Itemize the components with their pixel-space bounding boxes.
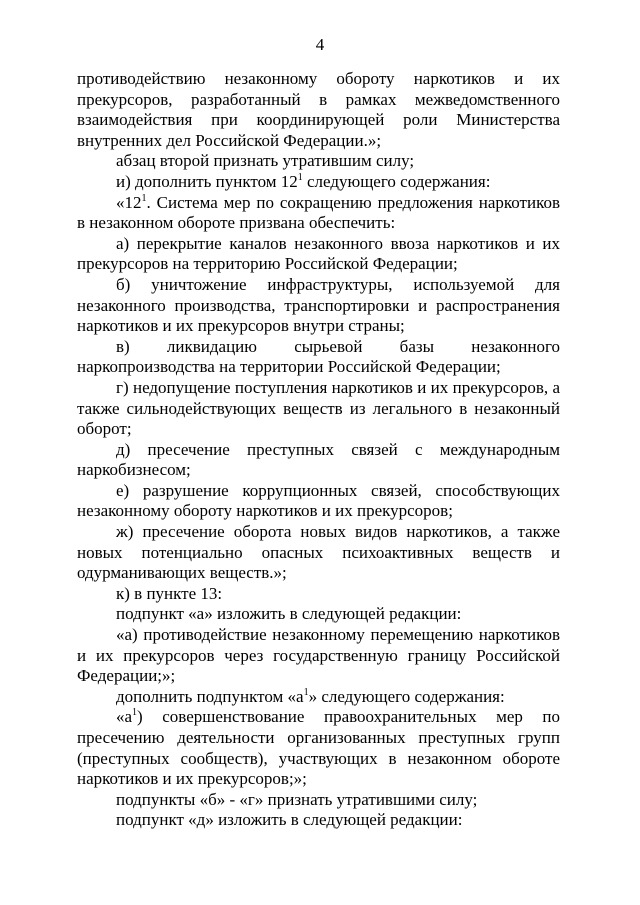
paragraph-1 bbox=[77, 151, 560, 172]
paragraph-15 bbox=[77, 707, 560, 789]
paragraph-text: к) в пункте 13: bbox=[116, 583, 223, 603]
paragraph-text: «12 bbox=[116, 192, 142, 212]
paragraph-text: а) перекрытие каналов незаконного ввоза наркотиков и их прекурсоров на территорию Российской Федерации; bbox=[77, 233, 560, 274]
document-body bbox=[77, 69, 560, 831]
paragraph-text: ж) пресечение оборота новых видов наркотиков, а также новых потенциально опасных психоактивных веществ и одурманивающих веществ.»; bbox=[77, 522, 560, 583]
paragraph-8 bbox=[77, 440, 560, 481]
paragraph-9 bbox=[77, 481, 560, 522]
paragraph-text: в) ликвидацию сырьевой базы незаконного наркопроизводства на территории Российской Федерации; bbox=[77, 336, 560, 377]
superscript: 1 bbox=[132, 707, 138, 719]
paragraph-2 bbox=[77, 172, 560, 193]
paragraph-text: г) недопущение поступления наркотиков и их прекурсоров, а также сильнодействующих веществ из легального в незаконный оборот; bbox=[77, 377, 560, 439]
paragraph-text: д) пресечение преступных связей с международным наркобизнесом; bbox=[77, 439, 560, 480]
paragraph-5 bbox=[77, 275, 560, 337]
paragraph-14 bbox=[77, 687, 560, 708]
paragraph-12 bbox=[77, 604, 560, 625]
page-number: 4 bbox=[315, 35, 325, 54]
superscript: 1 bbox=[303, 686, 309, 698]
paragraph-text: «а bbox=[116, 707, 133, 727]
paragraph-text: подпункты «б» - «г» признать утратившими силу; bbox=[116, 789, 478, 809]
paragraph-17 bbox=[77, 810, 560, 831]
paragraph-text: е) разрушение коррупционных связей, способствующих незаконному обороту наркотиков и их прекурсоров; bbox=[77, 480, 560, 521]
paragraph-10 bbox=[77, 522, 560, 584]
paragraph-text: «а) противодействие незаконному перемещению наркотиков и их прекурсоров через государственную границу Российской Федерации;»; bbox=[77, 625, 560, 686]
paragraph-7 bbox=[77, 378, 560, 440]
paragraph-3 bbox=[77, 193, 560, 234]
paragraph-text: подпункт «а» изложить в следующей редакции: bbox=[116, 604, 462, 624]
paragraph-text: противодействию незаконному обороту наркотиков и их прекурсоров, разработанный в рамках межведомственного взаимодействия при координирующей роли Министерства внутренних дел Российской Федерации.»; bbox=[77, 69, 560, 150]
paragraph-text-after: ) совершенствование правоохранительных мер по пресечению деятельности организованных преступных групп (преступных сообществ), участвующих в незаконном обороте наркотиков и их прекурсоров;»; bbox=[77, 707, 560, 789]
paragraph-text: абзац второй признать утратившим силу; bbox=[116, 151, 415, 171]
paragraph-text: подпункт «д» изложить в следующей редакции: bbox=[116, 810, 463, 830]
paragraph-text: дополнить подпунктом «а bbox=[116, 686, 304, 706]
paragraph-11 bbox=[77, 584, 560, 605]
paragraph-6 bbox=[77, 337, 560, 378]
paragraph-13 bbox=[77, 625, 560, 687]
paragraph-16 bbox=[77, 790, 560, 811]
superscript: 1 bbox=[141, 192, 147, 204]
paragraph-text: б) уничтожение инфраструктуры, используемой для незаконного производства, транспортировки и распространения наркотиков и их прекурсоров внутри страны; bbox=[77, 274, 560, 336]
paragraph-text-after: » следующего содержания: bbox=[308, 686, 505, 706]
paragraph-text-after: . Система мер по сокращению предложения наркотиков в незаконном обороте призвана обеспечить: bbox=[77, 192, 560, 233]
paragraph-text-after: следующего содержания: bbox=[302, 171, 491, 191]
paragraph-4 bbox=[77, 234, 560, 275]
paragraph-0 bbox=[77, 69, 560, 151]
superscript: 1 bbox=[297, 171, 303, 183]
paragraph-text: и) дополнить пунктом 12 bbox=[116, 171, 298, 191]
